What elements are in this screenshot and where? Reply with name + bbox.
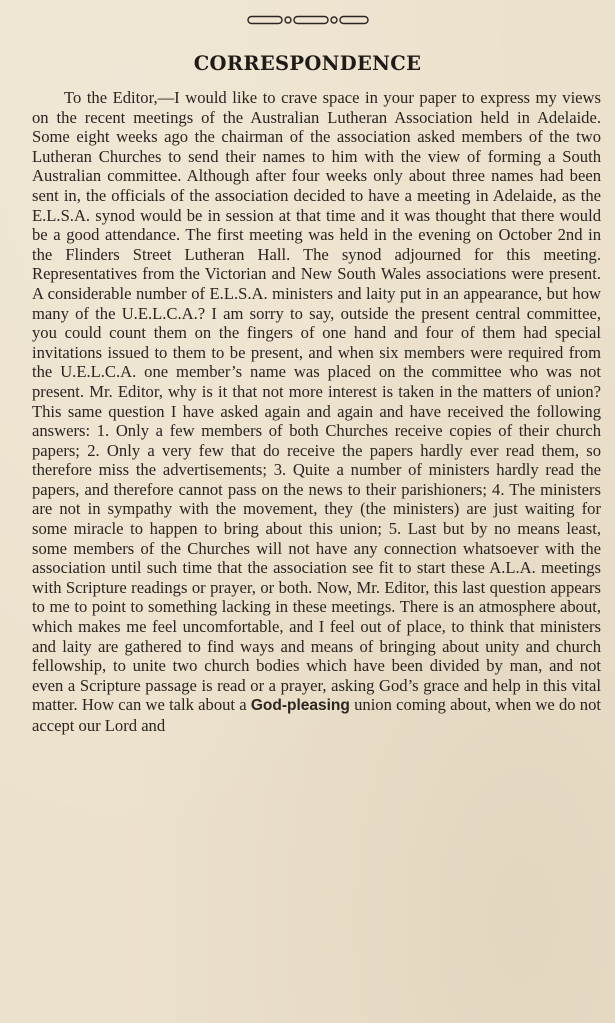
- ornament-divider-icon: [0, 12, 615, 28]
- letter-tail: union coming about, when we do not accept our Lord and: [32, 695, 601, 735]
- letter-body: [32, 88, 601, 736]
- letter-emphasis: God-pleasing: [250, 697, 350, 715]
- letter-text: To the Editor,—I would like to crave space in your paper to express my views on the recent meetings of the Australian Lutheran Association held in Adelaide. Some eight weeks ago the chairman of the association asked members of the two Lutheran Churches to send their names to him with the view of forming a South Australian committee. Although after four weeks only about three names had been sent in, the officials of the association decided to have a meeting in Adelaide, as the E.L.S.A. synod would be in session at that time and it was thought that there would be a good attendance. The first meeting was held in the evening on October 2nd in the Flinders Street Lutheran Hall. The synod adjourned for this meeting. Representatives from the Victorian and New South Wales associations were present. A considerable number of E.L.S.A. ministers and laity put in an appearance, but how many of the U.E.L.C.A.? I am sorry to say, outside the present central committee, you could count them on the fingers of one hand and four of them had special invitations issued to them to be present, and when six members were required from the U.E.L.C.A. one member’s name was placed on the committee who was not present. Mr. Editor, why is it that not more interest is taken in the matters of union? This same question I have asked again and again and have received the following answers: 1. Only a few members of both Churches receive copies of their church papers; 2. Only a very few that do receive the papers hardly ever read them, so therefore miss the advertisements; 3. Quite a number of ministers hardly read the papers, and therefore cannot pass on the news to their parishioners; 4. The ministers are not in sympathy with the movement, they (the ministers) are just waiting for some miracle to happen to bring about this union; 5. Last but by no means least, some members of the Churches will not have any connection whatsoever with the association until such time that the association see fit to start these A.L.A. meetings with Scripture readings or prayer, or both. Now, Mr. Editor, this last question appears to me to point to something lacking in these meetings. There is an atmosphere about, which makes me feel uncomfortable, and I feel out of place, to think that ministers and laity are gathered to find ways and means of bringing about unity and church fellowship, to unite two church bodies which have been divided by man, and not even a Scripture passage is read or a prayer, asking God’s grace and help in this vital matter. How can we talk about a: [32, 88, 601, 715]
- page-title: CORRESPONDENCE: [193, 52, 422, 75]
